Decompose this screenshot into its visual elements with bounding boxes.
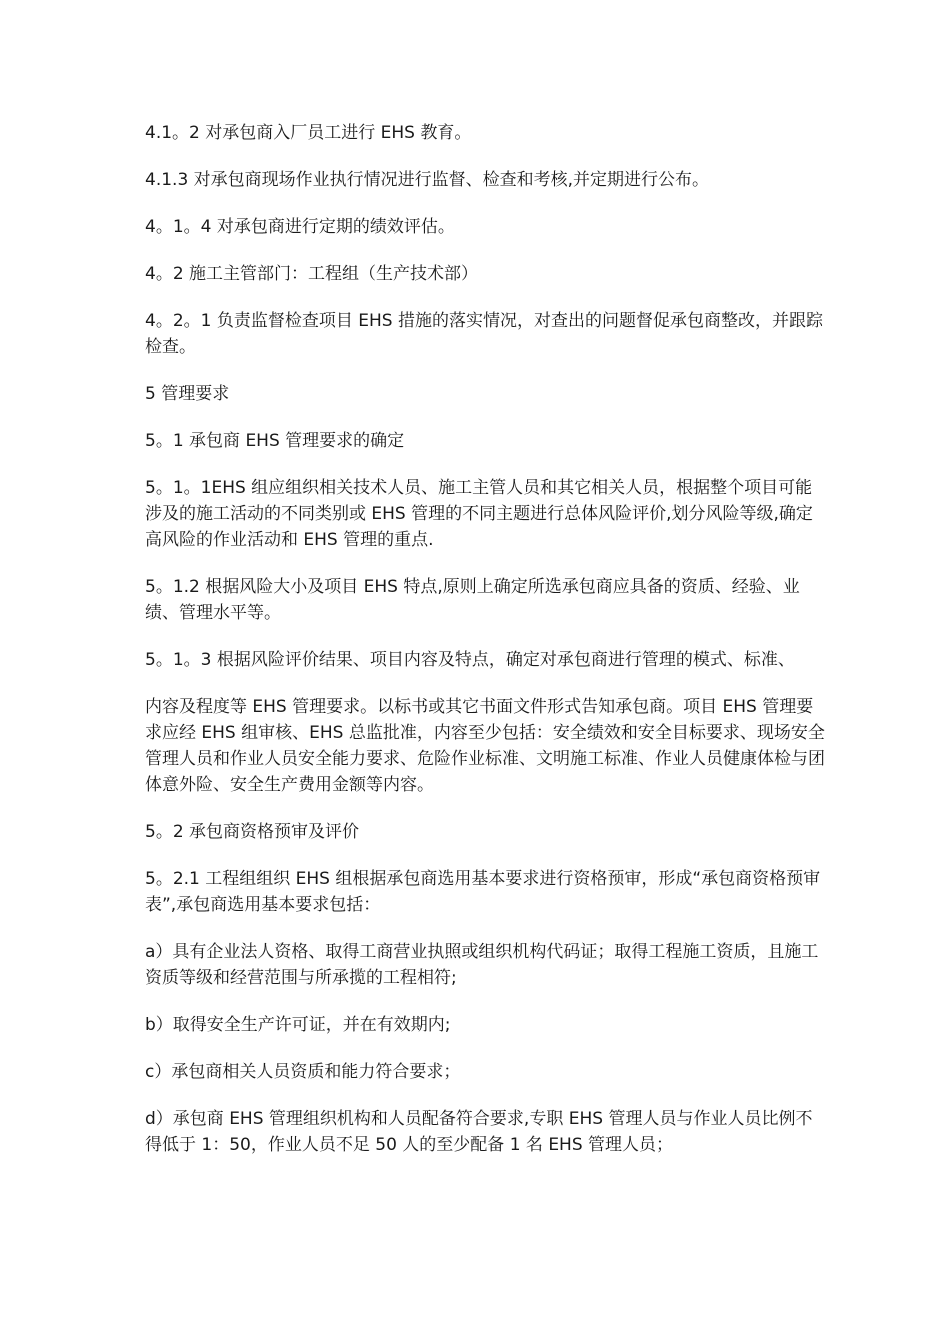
heading-5: 5 管理要求 — [145, 384, 230, 404]
list-item-d: d）承包商 EHS 管理组织机构和人员配备符合要求,专职 EHS 管理人员与作业人员比例不得低于 1：50，作业人员不足 50 人的至少配备 1 名 EHS 管理人员； — [145, 1109, 813, 1155]
paragraph-5-1-1: 5。1。1EHS 组应组织相关技术人员、施工主管人员和其它相关人员，根据整个项目可能涉及的施工活动的不同类别或 EHS 管理的不同主题进行总体风险评价,划分风险等级,确定高风险的作业活动和 EHS 管理的重点. — [145, 478, 813, 550]
list-item-a: a）具有企业法人资格、取得工商营业执照或组织机构代码证；取得工程施工资质，且施工资质等级和经营范围与所承揽的工程相符; — [145, 942, 819, 988]
paragraph-4-1-2: 4.1。2 对承包商入厂员工进行 EHS 教育。 — [145, 123, 472, 143]
list-item-b: b）取得安全生产许可证，并在有效期内; — [145, 1015, 451, 1035]
heading-4-2: 4。2 施工主管部门：工程组（生产技术部） — [145, 264, 479, 284]
heading-5-1: 5。1 承包商 EHS 管理要求的确定 — [145, 431, 405, 451]
document-page — [145, 120, 825, 1179]
list-item-c: c）承包商相关人员资质和能力符合要求； — [145, 1062, 461, 1082]
paragraph-4-2-1: 4。2。1 负责监督检查项目 EHS 措施的落实情况，对查出的问题督促承包商整改，并跟踪检查。 — [145, 311, 823, 357]
heading-5-2: 5。2 承包商资格预审及评价 — [145, 822, 360, 842]
paragraph-4-1-3: 4.1.3 对承包商现场作业执行情况进行监督、检查和考核,并定期进行公布。 — [145, 170, 710, 190]
paragraph-5-1-2: 5。1.2 根据风险大小及项目 EHS 特点,原则上确定所选承包商应具备的资质、经验、业绩、管理水平等。 — [145, 577, 800, 623]
paragraph-5-1-3-continued: 内容及程度等 EHS 管理要求。以标书或其它书面文件形式告知承包商。项目 EHS 管理要求应经 EHS 组审核、EHS 总监批准，内容至少包括：安全绩效和安全目标要求、现场安全管理人员和作业人员安全能力要求、危险作业标准、文明施工标准、作业人员健康体检与团体意外险、安全生产费用金额等内容。 — [145, 697, 825, 795]
paragraph-4-1-4: 4。1。4 对承包商进行定期的绩效评估。 — [145, 217, 455, 237]
paragraph-5-2-1: 5。2.1 工程组组织 EHS 组根据承包商选用基本要求进行资格预审，形成“承包商资格预审表”,承包商选用基本要求包括： — [145, 869, 821, 915]
paragraph-5-1-3: 5。1。3 根据风险评价结果、项目内容及特点，确定对承包商进行管理的模式、标准、 — [145, 650, 795, 670]
